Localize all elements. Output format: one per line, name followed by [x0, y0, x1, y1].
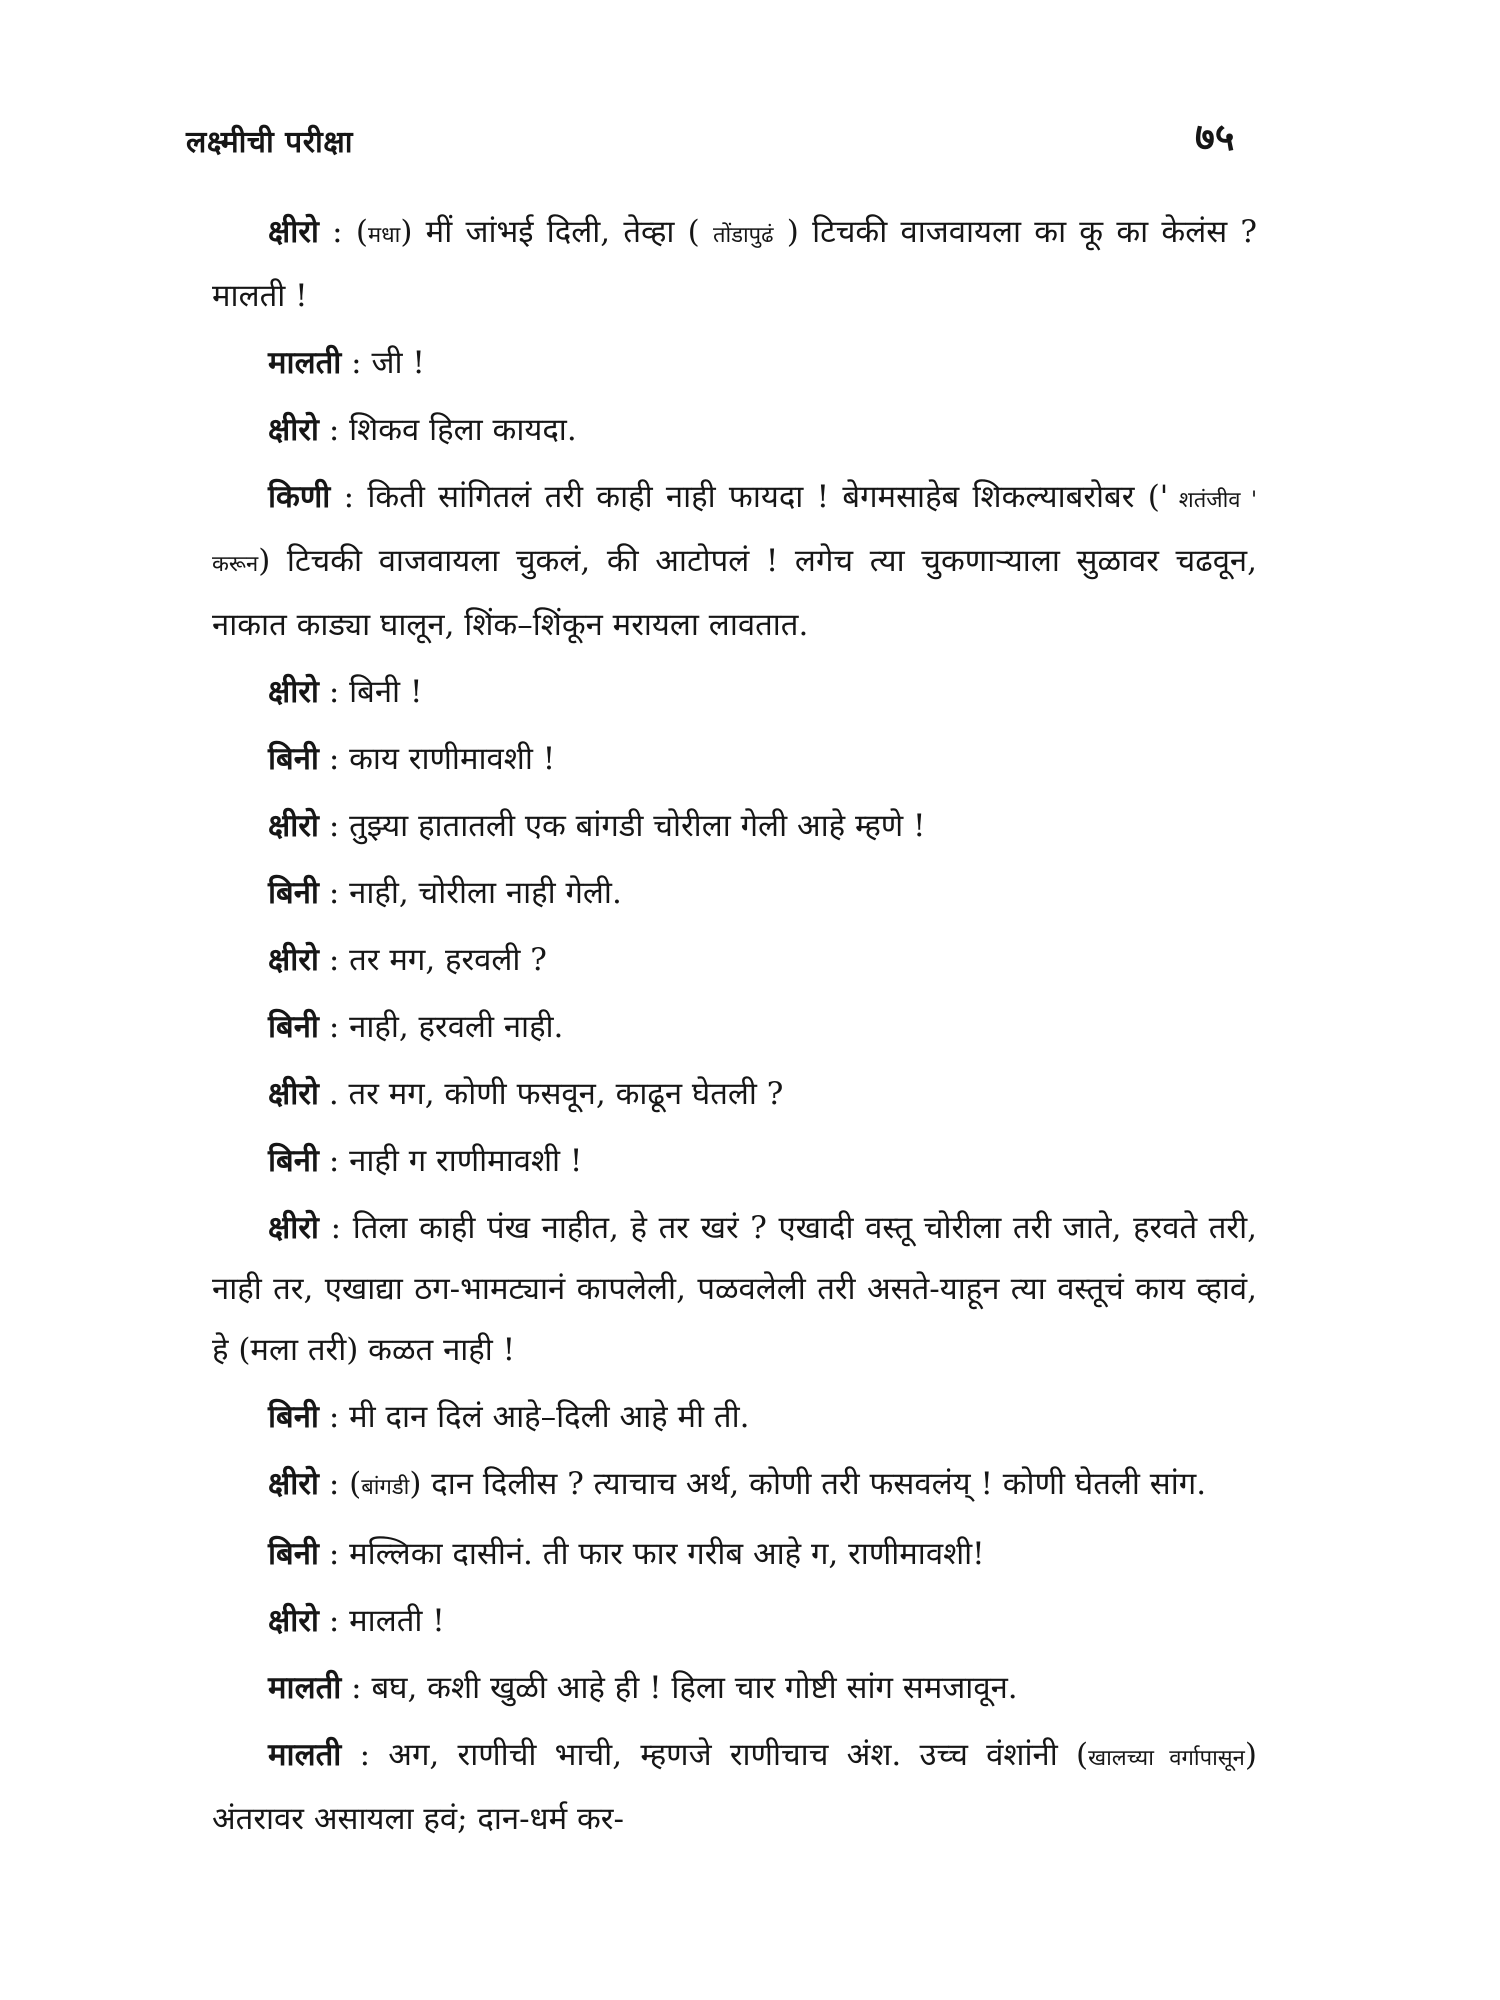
dialogue-paragraph — [212, 333, 1257, 394]
speaker-separator: : — [318, 741, 350, 777]
speaker-separator: : — [341, 1670, 372, 1706]
dialogue-text: ( — [355, 214, 368, 250]
dialogue-text: नाही ग राणीमावशी ! — [349, 1143, 583, 1179]
speaker-name: क्षीरो — [268, 1466, 319, 1502]
dialogue-paragraph — [212, 796, 1257, 857]
speaker-name: बिनी — [268, 1399, 319, 1435]
speaker-separator: : — [318, 1143, 350, 1179]
speaker-separator: : — [318, 214, 356, 250]
speaker-separator: : — [318, 875, 350, 911]
speaker-name: क्षीरो — [268, 412, 319, 448]
stage-direction: तोंडापुढं — [712, 223, 774, 248]
speaker-name: किणी — [268, 479, 331, 515]
speaker-name: क्षीरो — [268, 942, 319, 978]
dialogue-paragraph — [212, 1658, 1257, 1719]
dialogue-text: अग, राणीची भाची, म्हणजे राणीचाच अंश. उच्च वंशांनी ( — [388, 1737, 1089, 1773]
dialogue-paragraph — [212, 997, 1257, 1058]
speaker-name: मालती — [268, 1670, 342, 1706]
dialogue-paragraph — [212, 1454, 1257, 1518]
dialogue-text: नाही, चोरीला नाही गेली. — [349, 875, 622, 911]
dialogue-text: ) अंतरावर असायला हवं; दान-धर्म कर- — [212, 1737, 1257, 1837]
dialogue-paragraph — [212, 1387, 1257, 1448]
dialogue-paragraph — [212, 400, 1257, 461]
speaker-name: क्षीरो — [268, 1210, 319, 1246]
dialogue-paragraph — [212, 930, 1257, 991]
speaker-name: मालती — [268, 345, 342, 381]
dialogue-text: तर मग, हरवली ? — [349, 942, 547, 978]
speaker-separator: : — [318, 1603, 350, 1639]
stage-direction: शतंजीव ' करून — [212, 488, 1258, 577]
speaker-separator: : — [318, 1210, 353, 1246]
speaker-name: बिनी — [268, 741, 319, 777]
dialogue-paragraph — [212, 1591, 1257, 1652]
speaker-name: मालती — [268, 1737, 342, 1773]
dialogue-text: ) टिचकी वाजवायला चुकलं, की आटोपलं ! लगेच त्या चुकणाऱ्याला सुळावर चढवून, नाकात काड्या घालून, शिंक–शिंकून मरायला लावतात. — [212, 543, 1257, 643]
speaker-name: क्षीरो — [268, 1603, 319, 1639]
dialogue-text: बघ, कशी खुळी आहे ही ! हिला चार गोष्टी सांग समजावून. — [371, 1670, 1018, 1706]
dialogue-paragraph — [212, 202, 1257, 327]
dialogue-text: बिनी ! — [349, 674, 423, 710]
dialogue-text: जी ! — [371, 345, 425, 381]
speaker-name: क्षीरो — [268, 808, 319, 844]
speaker-name: क्षीरो — [268, 214, 319, 250]
dialogue-paragraph — [212, 467, 1257, 656]
dialogue-text: ) मीं जांभई दिली, तेव्हा ( — [400, 214, 713, 250]
speaker-separator: : — [318, 1536, 350, 1572]
speaker-name: बिनी — [268, 1536, 319, 1572]
dialogue-body — [212, 202, 1257, 1856]
page-number: ७५ — [1195, 114, 1235, 159]
stage-direction: खालच्या वर्गापासून — [1088, 1746, 1245, 1771]
dialogue-text: ( — [349, 1466, 362, 1502]
running-title: लक्ष्मीची परीक्षा — [186, 125, 354, 160]
speaker-separator: : — [318, 808, 350, 844]
speaker-separator: : — [318, 1009, 350, 1045]
speaker-separator: : — [318, 1466, 350, 1502]
dialogue-paragraph — [212, 1064, 1257, 1125]
dialogue-text: किती सांगितलं तरी काही नाही फायदा ! बेगमसाहेब शिकल्याबरोबर (' — [367, 479, 1169, 515]
speaker-name: बिनी — [268, 875, 319, 911]
dialogue-paragraph — [212, 662, 1257, 723]
dialogue-paragraph — [212, 863, 1257, 924]
speaker-separator: : — [318, 674, 350, 710]
dialogue-text: काय राणीमावशी ! — [349, 741, 556, 777]
dialogue-text: मालती ! — [349, 1603, 445, 1639]
dialogue-text: नाही, हरवली नाही. — [349, 1009, 564, 1045]
speaker-separator: : — [330, 479, 368, 515]
speaker-separator: : — [318, 412, 350, 448]
stage-direction: बांगडी — [361, 1475, 410, 1500]
speaker-separator: : — [341, 1737, 389, 1773]
dialogue-text: मल्लिका दासीनं. ती फार फार गरीब आहे ग, राणीमावशी! — [349, 1536, 985, 1572]
speaker-separator: : — [341, 345, 372, 381]
stage-direction: मधा — [367, 223, 401, 248]
speaker-name: क्षीरो — [268, 1076, 319, 1112]
dialogue-paragraph — [212, 729, 1257, 790]
speaker-separator: : — [318, 1399, 350, 1435]
speaker-name: बिनी — [268, 1143, 319, 1179]
dialogue-paragraph — [212, 1725, 1257, 1850]
dialogue-text: तर मग, कोणी फसवून, काढून घेतली ? — [348, 1076, 784, 1112]
speaker-separator: : — [318, 942, 350, 978]
speaker-name: क्षीरो — [268, 674, 319, 710]
dialogue-text: ) टिचकी वाजवायला का कू का केलंस ? मालती ! — [212, 214, 1258, 314]
dialogue-paragraph — [212, 1198, 1257, 1381]
dialogue-paragraph — [212, 1131, 1257, 1192]
speaker-name: बिनी — [268, 1009, 319, 1045]
dialogue-text: मी दान दिलं आहे–दिली आहे मी ती. — [349, 1399, 750, 1435]
dialogue-text: ) दान दिलीस ? त्याचाच अर्थ, कोणी तरी फसवलंय् ! कोणी घेतली सांग. — [409, 1466, 1207, 1502]
dialogue-text: शिकव हिला कायदा. — [349, 412, 577, 448]
dialogue-text: तिला काही पंख नाहीत, हे तर खरं ? एखादी वस्तू चोरीला तरी जाते, हरवते तरी, नाही तर, एखाद्या ठग-भामट्यानं कापलेली, पळवलेली तरी असते-याहून त्या वस्तूचं काय व्हावं, हे (मला तरी) कळत नाही ! — [212, 1210, 1257, 1368]
dialogue-text: तुझ्या हातातली एक बांगडी चोरीला गेली आहे म्हणे ! — [349, 808, 926, 844]
speaker-separator: . — [318, 1076, 349, 1112]
dialogue-paragraph — [212, 1524, 1257, 1585]
